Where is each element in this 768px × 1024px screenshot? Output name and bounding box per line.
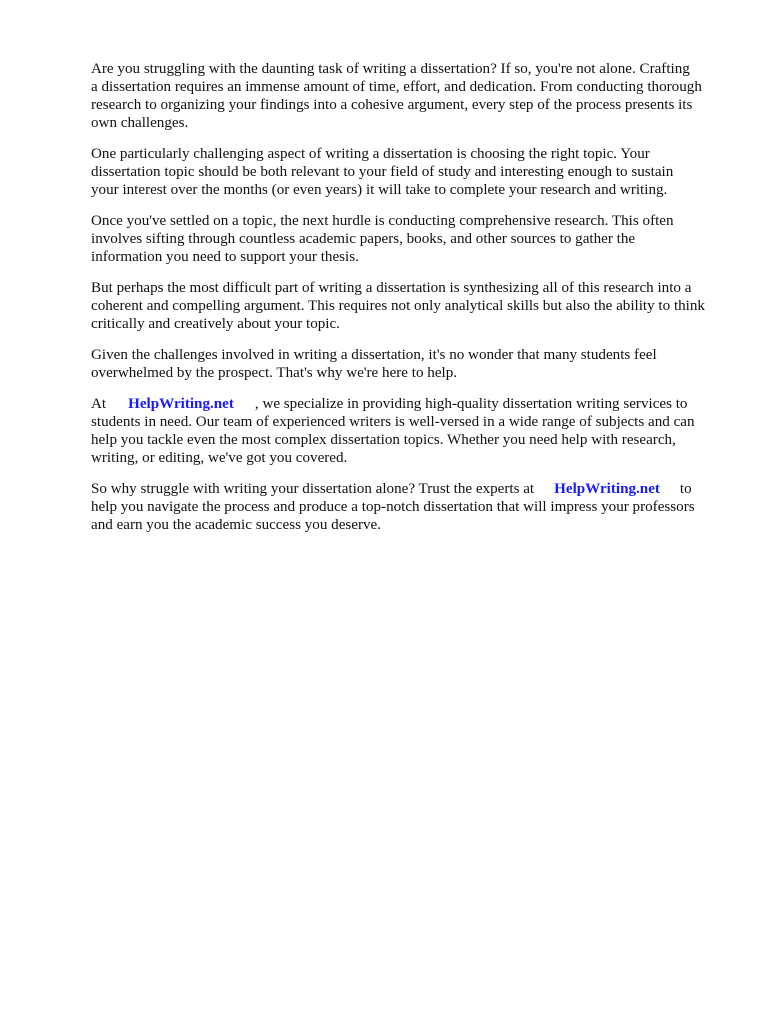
text-line: One particularly challenging aspect of writing a dissertation is choosing the right topic. Your: [91, 146, 650, 162]
text-line: coherent and compelling argument. This requires not only analytical skills but also the ability to think: [91, 298, 705, 314]
paragraph-service: [91, 395, 731, 467]
text-line: and earn you the academic success you deserve.: [91, 517, 382, 533]
text-line-with-link: [91, 395, 731, 413]
text-line: Are you struggling with the daunting task of writing a dissertation? If so, you're not alone. Crafting: [91, 61, 690, 77]
paragraph-intro: [91, 60, 731, 132]
text-fragment: At: [91, 396, 107, 412]
helpwriting-link[interactable]: HelpWriting.net: [554, 481, 660, 497]
text-line: involves sifting through countless academic papers, books, and other sources to gather the: [91, 231, 636, 247]
text-line: students in need. Our team of experienced writers is well-versed in a wide range of subjects and can: [91, 414, 695, 430]
text-line: overwhelmed by the prospect. That's why we're here to help.: [91, 365, 458, 381]
text-line: research to organizing your findings into a cohesive argument, every step of the process presents its: [91, 97, 693, 113]
document-body: [91, 60, 731, 547]
text-line-with-link: [91, 480, 731, 498]
text-fragment: So why struggle with writing your dissertation alone? Trust the experts at: [91, 481, 535, 497]
text-line: your interest over the months (or even years) it will take to complete your research and writing.: [91, 182, 668, 198]
paragraph-challenges: [91, 346, 731, 382]
helpwriting-link[interactable]: HelpWriting.net: [128, 396, 234, 412]
text-line: dissertation topic should be both relevant to your field of study and interesting enough to sustain: [91, 164, 674, 180]
text-line: help you tackle even the most complex dissertation topics. Whether you need help with research,: [91, 432, 676, 448]
paragraph-argument: [91, 279, 731, 333]
text-fragment: to: [679, 481, 692, 497]
text-line: Given the challenges involved in writing a dissertation, it's no wonder that many students feel: [91, 347, 657, 363]
paragraph-research: [91, 212, 731, 266]
text-line: a dissertation requires an immense amount of time, effort, and dedication. From conducting thorough: [91, 79, 702, 95]
text-line: critically and creatively about your topic.: [91, 316, 340, 332]
text-line: But perhaps the most difficult part of writing a dissertation is synthesizing all of this research into a: [91, 280, 692, 296]
text-line: Once you've settled on a topic, the next hurdle is conducting comprehensive research. This often: [91, 213, 674, 229]
paragraph-closing: [91, 480, 731, 534]
text-line: writing, or editing, we've got you covered.: [91, 450, 348, 466]
text-line: own challenges.: [91, 115, 189, 131]
text-line: information you need to support your thesis.: [91, 249, 359, 265]
text-fragment: , we specialize in providing high-quality dissertation writing services to: [254, 396, 688, 412]
text-line: help you navigate the process and produce a top-notch dissertation that will impress your professors: [91, 499, 695, 515]
paragraph-topic: [91, 145, 731, 199]
